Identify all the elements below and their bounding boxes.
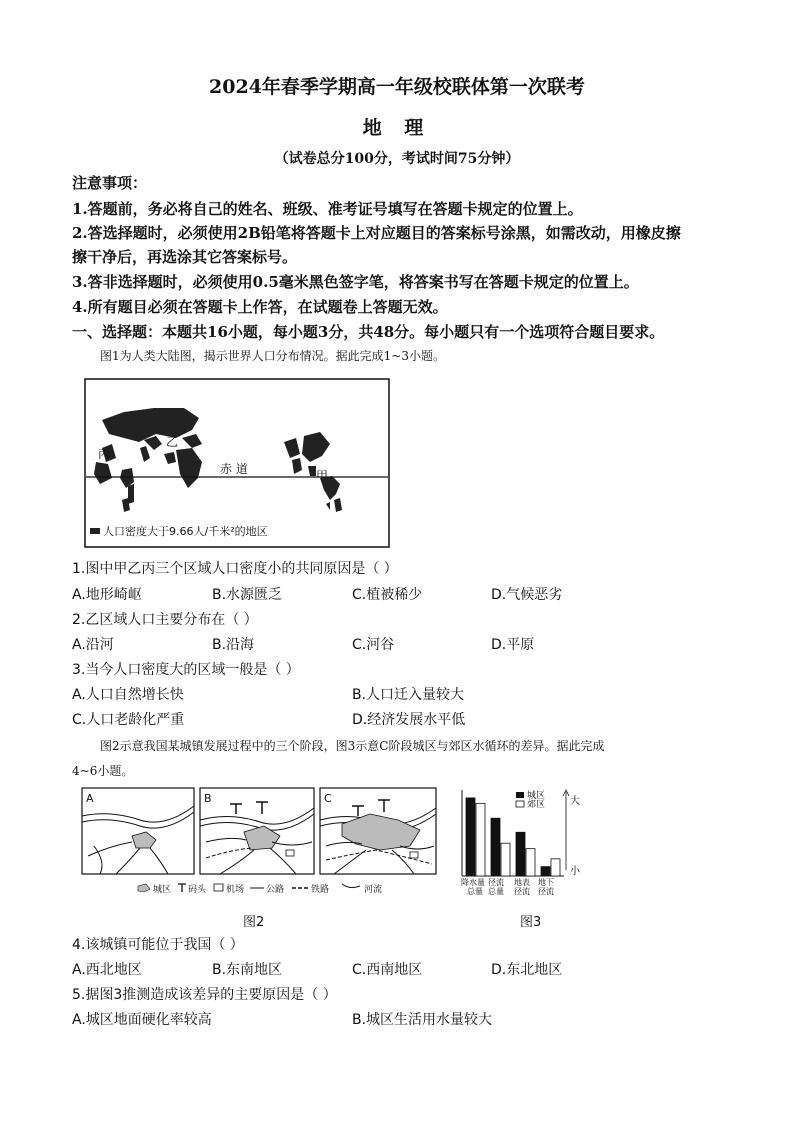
q4-option-c: C.西南地区 <box>352 962 423 978</box>
q3-option-b: B.人口迁入量较大 <box>352 687 465 703</box>
cat2-label-a: 径流 <box>488 878 504 887</box>
cat4-label-a: 地下 <box>538 878 554 887</box>
notes-heading: 注意事项： <box>72 174 148 192</box>
bar-urban-4 <box>541 867 550 876</box>
label-bing: 丙 <box>98 447 111 461</box>
intro-figure2-line2: 4~6小题。 <box>72 764 134 778</box>
cat3-label-a: 地表 <box>514 878 530 887</box>
note-2-line2: 擦干净后，再选涂其它答案标号。 <box>72 248 298 266</box>
svg-text:A: A <box>86 792 94 805</box>
note-2-line1: 2.答选择题时，必须使用2B铅笔将答题卡上对应题目的答案标号涂黑，如需改动，用橡皮擦 <box>72 224 681 242</box>
q2-option-b: B.沿海 <box>212 637 255 653</box>
label-jia: 甲 <box>316 469 329 483</box>
q2-option-d: D.平原 <box>491 637 535 653</box>
legend-urban-swatch <box>516 792 524 798</box>
figure2-caption: 图2 <box>243 915 265 930</box>
bar-suburb-1 <box>476 803 485 876</box>
q3-option-d: D.经济发展水平低 <box>352 712 466 728</box>
q4-option-d: D.东北地区 <box>491 962 563 978</box>
bar-suburb-4 <box>551 859 560 876</box>
cat4-label-b: 径流 <box>538 887 554 896</box>
axis-low-label: 小 <box>570 866 580 877</box>
figure3-caption: 图3 <box>520 915 542 930</box>
q1-stem: 1.图中甲乙丙三个区域人口密度小的共同原因是（ ） <box>72 561 398 577</box>
q3-option-c: C.人口老龄化严重 <box>72 712 185 728</box>
svg-text:机场: 机场 <box>226 885 245 895</box>
q4-option-b: B.东南地区 <box>212 962 283 978</box>
axis-high-label: 大 <box>570 796 580 807</box>
panel-a <box>82 788 194 874</box>
label-yi: 乙 <box>166 435 179 449</box>
figure2-legend <box>138 883 382 895</box>
q2-option-a: A.沿河 <box>72 637 114 653</box>
q3-option-a: A.人口自然增长快 <box>72 687 184 703</box>
panel-b <box>200 788 314 874</box>
q5-option-a: A.城区地面硬化率较高 <box>72 1012 212 1028</box>
svg-text:码头: 码头 <box>188 885 207 895</box>
q2-stem: 2.乙区域人口主要分布在（ ） <box>72 612 258 628</box>
figure3-chart <box>458 786 584 904</box>
subject-title: 地 理 <box>362 117 432 139</box>
cat3-label-b: 径流 <box>514 887 530 896</box>
q5-stem: 5.据图3推测造成该差异的主要原因是（ ） <box>72 987 337 1003</box>
legend-urban: 城区 <box>527 791 546 801</box>
svg-text:城区: 城区 <box>153 885 172 895</box>
bar-urban-2 <box>491 818 500 876</box>
figure2-stages <box>80 786 440 904</box>
q5-option-b: B.城区生活用水量较大 <box>352 1012 493 1028</box>
intro-figure2-line1: 图2示意我国某城镇发展过程中的三个阶段，图3示意C阶段城区与郊区水循环的差异。据此完成 <box>100 739 605 753</box>
note-1: 1.答题前，务必将自己的姓名、班级、准考证号填写在答题卡规定的位置上。 <box>72 200 583 218</box>
exam-note: （试卷总分100分，考试时间75分钟） <box>274 151 520 167</box>
bar-suburb-3 <box>526 849 535 876</box>
note-3: 3.答非选择题时，必须使用0.5毫米黑色签字笔，将答案书写在答题卡规定的位置上。 <box>72 273 639 291</box>
svg-text:公路: 公路 <box>266 885 285 895</box>
intro-figure1: 图1为人类大陆图，揭示世界人口分布情况。据此完成1~3小题。 <box>100 349 445 363</box>
exam-title: 2024年春季学期高一年级校联体第一次联考 <box>209 76 585 98</box>
note-4: 4.所有题目必须在答题卡上作答，在试题卷上答题无效。 <box>72 298 448 316</box>
map-legend: 人口密度大于9.66人/千米²的地区 <box>103 525 268 538</box>
q3-stem: 3.当今人口密度大的区域一般是（ ） <box>72 662 300 678</box>
cat2-label-b: 总量 <box>488 887 504 896</box>
svg-text:C: C <box>324 792 332 805</box>
svg-text:铁路: 铁路 <box>311 885 330 895</box>
bar-urban-3 <box>516 832 525 876</box>
figure1-map <box>84 378 390 548</box>
legend-swatch <box>90 528 100 534</box>
q4-stem: 4.该城镇可能位于我国（ ） <box>72 937 244 953</box>
section-heading: 一、选择题：本题共16小题，每小题3分，共48分。每小题只有一个选项符合题目要求。 <box>72 323 665 341</box>
legend-suburb-swatch <box>516 801 524 807</box>
q1-option-a: A.地形崎岖 <box>72 587 142 603</box>
legend-suburb: 郊区 <box>527 800 546 810</box>
cat1-label-a: 降水量 <box>461 878 485 887</box>
panel-c <box>320 788 436 874</box>
bar-suburb-2 <box>501 843 510 876</box>
q1-option-d: D.气候恶劣 <box>491 587 563 603</box>
svg-text:B: B <box>204 792 212 805</box>
equator-label: 赤 道 <box>220 462 248 476</box>
bar-urban-1 <box>466 798 475 876</box>
q1-option-c: C.植被稀少 <box>352 587 423 603</box>
q2-option-c: C.河谷 <box>352 637 395 653</box>
cat1-label-b: 总量 <box>467 887 483 896</box>
q4-option-a: A.西北地区 <box>72 962 142 978</box>
svg-text:河流: 河流 <box>364 885 383 895</box>
q1-option-b: B.水源匮乏 <box>212 587 283 603</box>
